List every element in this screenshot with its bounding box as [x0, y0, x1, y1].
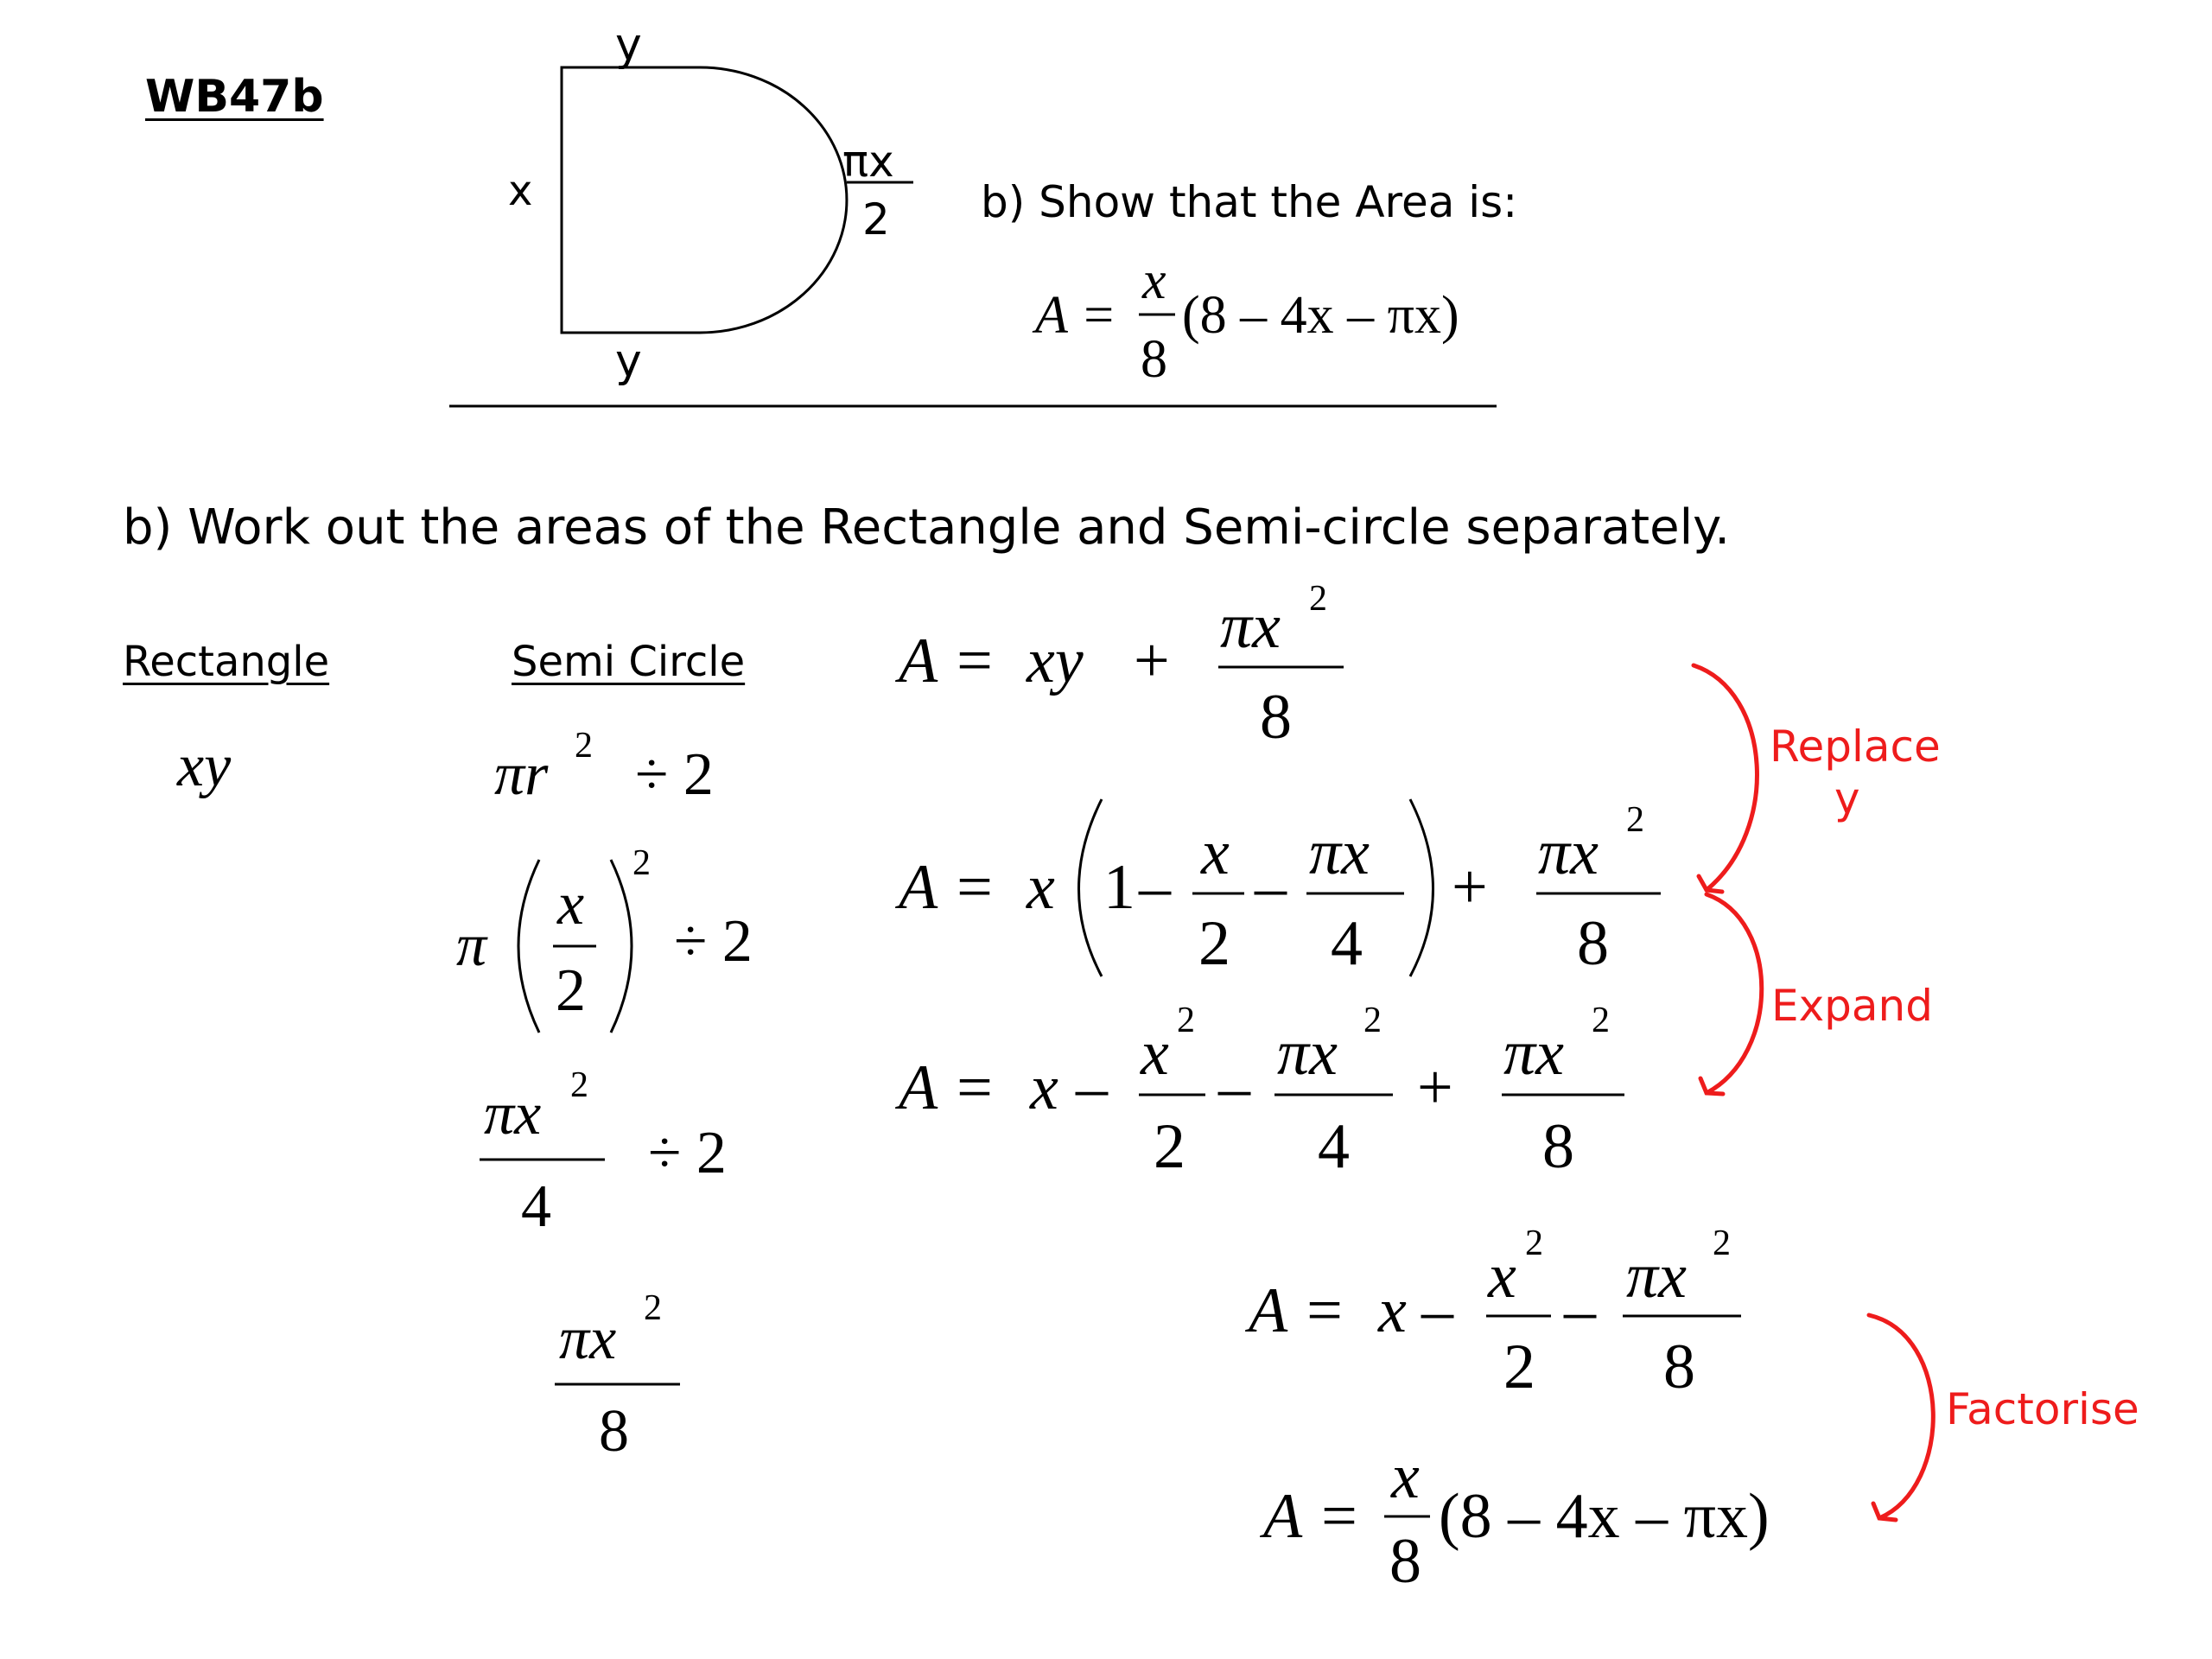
line2-plus: + — [1452, 852, 1488, 923]
step2-divide: ÷ 2 — [674, 908, 753, 975]
line1-exp: 2 — [1309, 579, 1327, 619]
step1-exp: 2 — [575, 726, 593, 766]
line4-lhs: A = — [1249, 1275, 1346, 1346]
target-frac-den: 8 — [1141, 330, 1167, 389]
rectangle-area: xy — [177, 733, 232, 799]
step3-num: πx — [484, 1081, 542, 1147]
semi-circle-heading: Semi Circle — [512, 638, 746, 686]
step4-num: πx — [559, 1306, 617, 1372]
line1-plus: + — [1134, 626, 1170, 696]
d-label-bottom-y: y — [615, 335, 642, 387]
line3-f3-num: πx — [1503, 1018, 1564, 1089]
d-label-top-y: y — [615, 19, 642, 71]
instruction-text: b) Work out the areas of the Rectangle and Semi-circle separately. — [123, 499, 1731, 556]
annotation-replace: Replace — [1770, 721, 1941, 772]
step1-divide: ÷ 2 — [635, 741, 714, 808]
step2-den: 2 — [556, 957, 586, 1024]
line2-minus-2: – — [1255, 852, 1287, 923]
line1-num: πx — [1220, 591, 1281, 662]
line1-term: xy — [1027, 626, 1084, 696]
line4-f1-exp: 2 — [1525, 1224, 1543, 1263]
line3-f2-exp: 2 — [1363, 1001, 1382, 1040]
line4-f2-num: πx — [1626, 1241, 1687, 1312]
target-lhs: A = — [1035, 286, 1117, 345]
line5-rest: (8 – 4x – πx) — [1439, 1481, 1770, 1552]
step3-den: 4 — [521, 1173, 551, 1240]
line5-frac-num: x — [1391, 1441, 1420, 1512]
step2-pi: π — [456, 912, 487, 979]
line2-f1-den: 2 — [1198, 908, 1230, 979]
line4-x: x — [1378, 1275, 1407, 1346]
line3-f1-exp: 2 — [1177, 1001, 1195, 1040]
d-label-arc-denominator: 2 — [862, 194, 890, 245]
line3-f3-den: 8 — [1542, 1111, 1574, 1182]
line4-f2-exp: 2 — [1713, 1224, 1731, 1263]
step2-left-paren — [518, 860, 539, 1033]
line3-f2-num: πx — [1277, 1018, 1338, 1089]
line2-f2-den: 4 — [1331, 908, 1363, 979]
factorise-bracket-arrow — [1869, 1315, 1933, 1518]
step4-exp: 2 — [644, 1288, 662, 1328]
line3-f1-num: x — [1141, 1018, 1169, 1089]
step2-exp: 2 — [632, 843, 651, 883]
line4-f1-num: x — [1488, 1241, 1516, 1312]
line2-minus-1: – — [1139, 852, 1171, 923]
target-rest: (8 – 4x – πx) — [1182, 286, 1459, 345]
line3-f2-den: 4 — [1318, 1111, 1350, 1182]
line2-one: 1 — [1103, 852, 1135, 923]
line2-f2-num: πx — [1309, 817, 1370, 888]
replace-bracket-arrow — [1694, 665, 1757, 890]
line3-minus-2: – — [1218, 1052, 1250, 1123]
step1-pi-r: πr — [494, 741, 549, 808]
line2-x: x — [1027, 852, 1055, 923]
step2-num: x — [557, 871, 585, 938]
step2-right-paren — [611, 860, 632, 1033]
line3-f1-den: 2 — [1154, 1111, 1185, 1182]
expand-bracket-arrow — [1707, 894, 1762, 1093]
line3-lhs: A = — [899, 1052, 996, 1123]
d-label-left-x: x — [508, 167, 533, 215]
step3-exp: 2 — [570, 1065, 588, 1105]
line4-minus-2: – — [1564, 1275, 1596, 1346]
line2-f3-num: πx — [1538, 817, 1599, 888]
line4-f1-den: 2 — [1503, 1332, 1535, 1402]
target-frac-num: x — [1142, 251, 1166, 310]
line5-lhs: A = — [1263, 1481, 1361, 1552]
line2-left-paren — [1079, 799, 1103, 976]
annotation-factorise: Factorise — [1946, 1384, 2139, 1434]
d-label-arc-numerator: πx — [842, 137, 894, 187]
line1-den: 8 — [1260, 682, 1292, 753]
line5-frac-den: 8 — [1389, 1526, 1421, 1597]
line3-minus-1: – — [1076, 1052, 1108, 1123]
line1-lhs: A = — [899, 626, 996, 696]
line2-lhs: A = — [899, 852, 996, 923]
line3-x: x — [1030, 1052, 1058, 1123]
question-text: b) Show that the Area is: — [981, 177, 1518, 227]
line3-plus: + — [1417, 1052, 1453, 1123]
annotation-expand: Expand — [1771, 981, 1933, 1031]
line2-right-paren — [1410, 799, 1433, 976]
rectangle-heading: Rectangle — [123, 638, 330, 686]
annotation-replace-var: y — [1834, 773, 1860, 823]
line2-f3-den: 8 — [1577, 908, 1609, 979]
line3-f3-exp: 2 — [1592, 1001, 1610, 1040]
line2-f1-num: x — [1201, 817, 1230, 888]
worksheet-id: WB47b — [145, 71, 324, 123]
line4-minus-1: – — [1421, 1275, 1453, 1346]
line4-f2-den: 8 — [1663, 1332, 1695, 1402]
step3-divide: ÷ 2 — [648, 1120, 727, 1186]
step4-den: 8 — [599, 1398, 629, 1465]
line2-f3-exp: 2 — [1626, 800, 1644, 840]
d-shape-figure — [562, 67, 847, 333]
